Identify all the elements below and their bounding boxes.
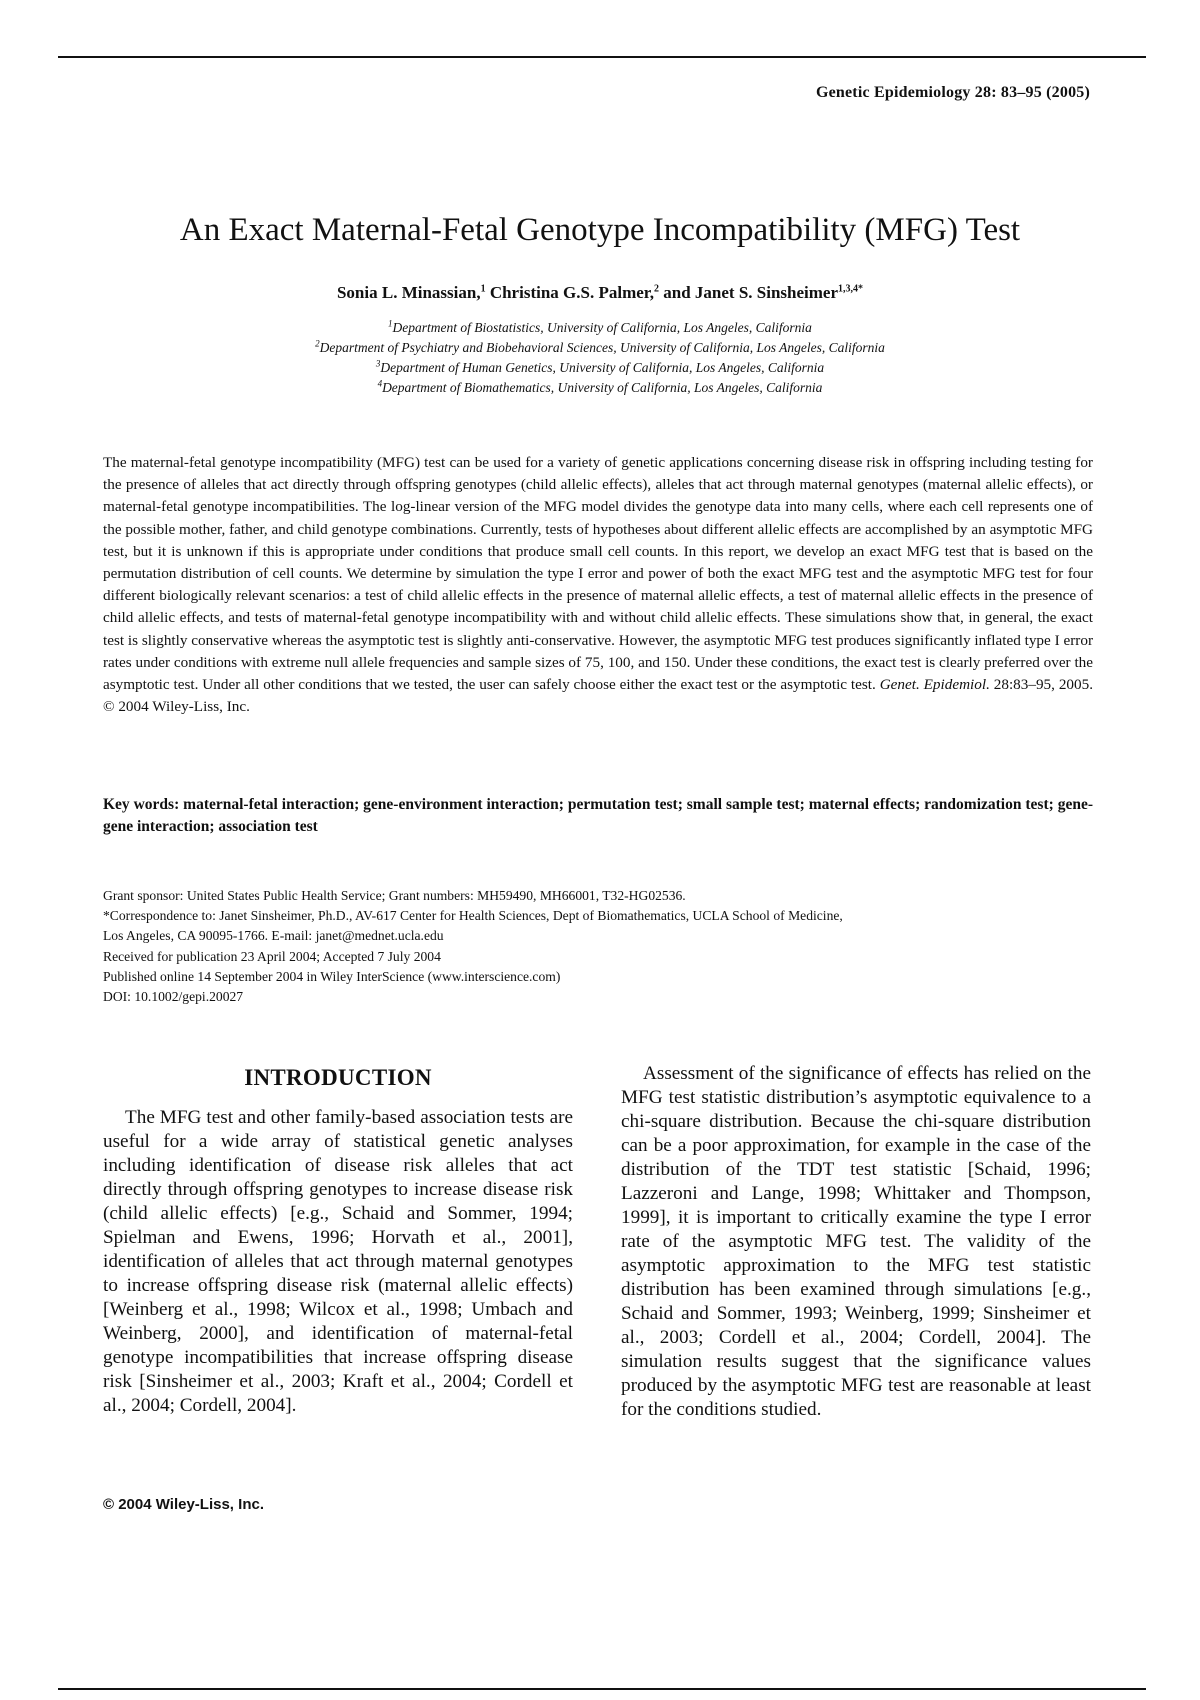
abstract-text: The maternal-fetal genotype incompatibility (MFG) test can be used for a variety of genetic applications concerning disease risk in offspring including testing for the presence of alleles that act directly through offspring genotypes (child allelic effects), alleles that act through maternal genotypes (maternal allelic effects), or maternal-fetal genotype incompatibilities. The log-linear version of the MFG model divides the genotype data into many cells, where each cell represents one of the possible mother, father, and child genotype combinations. Currently, tests of hypotheses about different allelic effects are accomplished by an asymptotic MFG test, but it is unknown if this is appropriate under conditions that produce small cell counts. In this report, we develop an exact MFG test that is based on the permutation distribution of cell counts. We determine by simulation the type I error and power of both the exact MFG test and the asymptotic MFG test for four different biologically relevant scenarios: a test of child allelic effects in the presence of maternal allelic effects, a test of maternal allelic effects in the presence of child allelic effects, and tests of maternal-fetal genotype incompatibility with and without child allelic effects. These simulations show that, in general, the exact test is slightly conservative whereas the asymptotic test is slightly anti-conservative. However, the asymptotic MFG test produces significantly inflated type I error rates under conditions with extreme null allele frequencies and sample sizes of 75, 100, and 150. Under these conditions, the exact test is clearly preferred over the asymptotic test. Under all other conditions that we tested, the user can safely choose either the exact test or the asymptotic test. — [103, 454, 1093, 694]
grant-line: DOI: 10.1002/gepi.20027 — [103, 989, 244, 1005]
abstract-citation: Genet. Epidemiol. 28:83–95, 2005. © 2004 Wiley-Liss, Inc. — [103, 676, 1093, 716]
affiliations — [0, 318, 1200, 398]
affiliation-3: $^3$Department of Human Genetics, University of California, Los Angeles, California — [375, 358, 825, 375]
affiliation-1: $^1$Department of Biostatistics, University of California, Los Angeles, California — [388, 318, 812, 335]
grant-line: *Correspondence to: Janet Sinsheimer, Ph.D., AV-617 Center for Health Sciences, Dept of Biomathematics, UCLA School of Medicine, — [103, 908, 843, 924]
introduction-heading: INTRODUCTION — [244, 1065, 432, 1090]
keywords: Key words: maternal-fetal interaction; gene-environment interaction; permutation test; small sample test; maternal effects; randomization test; gene-gene interaction; association test — [103, 796, 1093, 835]
grant-line: Published online 14 September 2004 in Wiley InterScience (www.interscience.com) — [103, 968, 561, 984]
author-2: Christina G.S. Palmer,$^2$ — [489, 283, 660, 302]
author-3: and Janet S. Sinsheimer$^{1,3,4*}$ — [663, 283, 864, 302]
introduction-paragraph-left: The MFG test and other family-based association tests are useful for a wide array of statistical genetic analyses including identification of disease risk alleles that act directly through offspring genotypes to increase disease risk (child allelic effects) [e.g., Schaid and Sommer, 1994; Spielman and Ewens, 1996; Horvath et al., 2001], identification of alleles that act through maternal genotypes to increase offspring disease risk (maternal allelic effects) [Weinberg et al., 1998; Wilcox et al., 1998; Umbach and Weinberg, 2000], and identification of maternal-fetal genotype incompatibilities that increase offspring disease risk [Sinsheimer et al., 2003; Kraft et al., 2004; Cordell et al., 2004; Cordell, 2004]. — [103, 1107, 573, 1416]
footer-copyright: © 2004 Wiley-Liss, Inc. — [103, 1496, 264, 1513]
bottom-rule — [58, 1688, 1146, 1690]
author-1: Sonia L. Minassian,$^1$ — [336, 283, 486, 302]
grant-line: Los Angeles, CA 90095-1766. E-mail: janet@mednet.ucla.edu — [103, 928, 444, 944]
affiliation-4: $^4$Department of Biomathematics, University of California, Los Angeles, California — [377, 378, 823, 395]
author-list — [0, 283, 1200, 303]
paper-title: An Exact Maternal-Fetal Genotype Incompatibility (MFG) Test — [179, 212, 1021, 248]
journal-header: Genetic Epidemiology 28: 83–95 (2005) — [815, 84, 1090, 101]
right-column — [621, 1062, 1091, 1422]
affiliation-2: $^2$Department of Psychiatry and Biobehavioral Sciences, University of California, Los Angeles, California — [315, 338, 885, 355]
introduction-paragraph-right: Assessment of the significance of effects has relied on the MFG test statistic distribution’s asymptotic equivalence to a chi-square distribution. Because the chi-square distribution can be a poor approximation, for example in the case of the distribution of the TDT test statistic [Schaid, 1996; Lazzeroni and Lange, 1998; Whittaker and Thompson, 1999], it is important to critically examine the type I error rate of the asymptotic MFG test. The validity of the asymptotic approximation to the MFG test statistic distribution has been examined through simulations [e.g., Schaid and Sommer, 1993; Weinberg, 1999; Sinsheimer et al., 2003; Cordell et al., 2004; Cordell, 2004]. The simulation results suggest that the significance values produced by the asymptotic MFG test are reasonable at least for the conditions studied. — [621, 1063, 1091, 1420]
top-rule — [58, 56, 1146, 58]
abstract — [103, 452, 1093, 718]
grant-line: Grant sponsor: United States Public Health Service; Grant numbers: MH59490, MH66001, T32-HG02536. — [103, 888, 686, 903]
grant-line: Received for publication 23 April 2004; Accepted 7 July 2004 — [103, 948, 441, 964]
left-column — [103, 1062, 573, 1418]
grant-info — [103, 886, 1093, 1007]
